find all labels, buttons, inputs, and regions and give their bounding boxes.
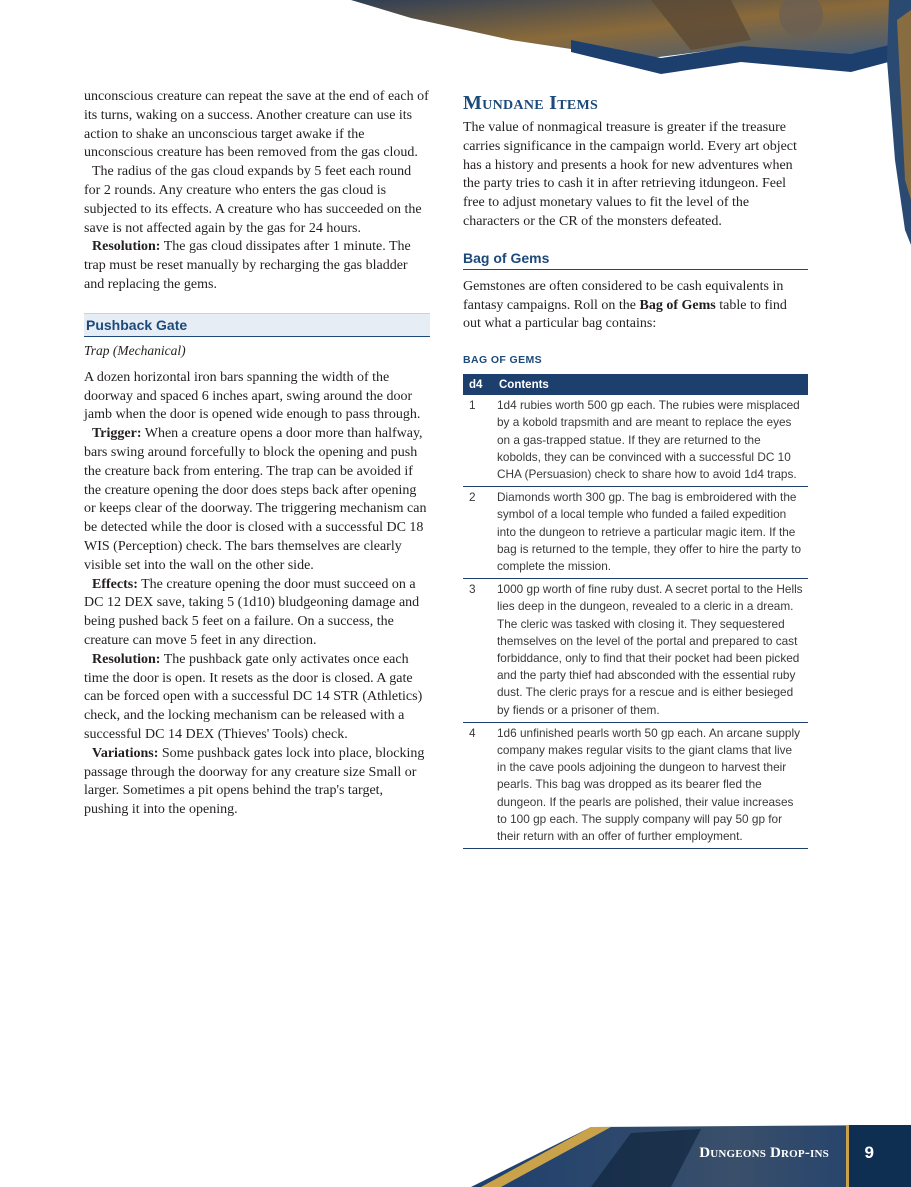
footer-title: Dungeons Drop-ins <box>699 1145 829 1161</box>
footer-artwork <box>471 1125 911 1187</box>
roll-cell: 3 <box>463 579 493 723</box>
page-number-divider <box>846 1125 849 1187</box>
table-row <box>463 487 808 579</box>
paragraph: The value of nonmagical treasure is greater if the treasure carries significance in the campaign world. Every art object has a history and presents a hook for new adventures when the party tries to cash it in after retrieving itdungeon. Feel free to adjust monetary values to fit the level of the characters or the CR of the monsters defeated. <box>463 120 797 229</box>
label: Resolution: <box>92 651 161 667</box>
resolution-paragraph <box>84 238 430 294</box>
paragraph <box>463 278 808 334</box>
label: Resolution: <box>92 239 161 255</box>
text: The pushback gate only activates once each time the door is open. It resets as the door is closed. A gate can be forced open with a successful DC 14 STR (Athletics) check, and the locking mechanism can be released with a successful DC 14 DEX (Thieves' Tools) check. <box>84 651 423 742</box>
column-header-d4: d4 <box>463 374 493 395</box>
table-header-row <box>463 374 808 395</box>
label: Effects: <box>92 576 138 592</box>
contents-cell: 1000 gp worth of fine ruby dust. A secret portal to the Hells lies deep in the dungeon, revealed to a cleric in a dream. The cleric was tasked with closing it. They sequestered themselves on the level of the portal and prepared to cast forbiddance, only to find that their pocket had been picked and the party thief had absconded with the essential ruby dust. The cleric prays for a rescue and is either besieged by fiends or a prisoner of them. <box>493 579 808 723</box>
left-column <box>84 88 430 820</box>
trap-type: Trap (Mechanical) <box>84 342 186 358</box>
side-artwork <box>861 0 911 245</box>
roll-cell: 1 <box>463 395 493 487</box>
page-number-box <box>849 1125 911 1187</box>
roll-cell: 2 <box>463 487 493 579</box>
section-heading-bag-of-gems: Bag of Gems <box>463 250 808 270</box>
text: table to find out what a particular bag contains: <box>463 297 787 332</box>
roll-cell: 4 <box>463 722 493 848</box>
resolution-paragraph <box>84 651 430 745</box>
table-row <box>463 579 808 723</box>
page-number: 9 <box>864 1143 874 1162</box>
contents-cell: 1d6 unfinished pearls worth 50 gp each. An arcane supply company makes regular visits to the giant clams that live in the cave pools adjoining the dungeon to harvest their pearls. This bag was dropped as its bearer fled the dungeon. If the pearls are polished, their value increases to 100 gp each. The supply company will pay 50 gp for their return with an offer of further employment. <box>493 722 808 848</box>
paragraph: The radius of the gas cloud expands by 5 feet each round for 2 rounds. Any creature who enters the gas cloud is subjected to its effects. A creature who has succeeded on the save is not affected again by the gas for 24 hours. <box>84 164 422 236</box>
contents-cell: 1d4 rubies worth 500 gp each. The rubies were misplaced by a kobold trapsmith and are meant to replace the eyes on a gas-trapped statue. If they are returned to the kobolds, they can be convinced with a successful DC 10 CHA (Persuasion) check to share how to avoid 1d4 traps. <box>493 395 808 487</box>
text: The gas cloud dissipates after 1 minute. The trap must be reset manually by recharging the gas bladder and replacing the gems. <box>84 239 411 292</box>
table-reference: Bag of Gems <box>639 297 716 313</box>
contents-cell: Diamonds worth 300 gp. The bag is embroidered with the symbol of a local temple who funded a failed expedition into the dungeon to retrieve a particular magic item. If the bag is returned to the temple, they offer to hire the party to complete the mission. <box>493 487 808 579</box>
table-caption: BAG OF GEMS <box>463 354 543 367</box>
trigger-paragraph <box>84 425 430 575</box>
paragraph: A dozen horizontal iron bars spanning the width of the doorway and spaced 6 inches apart, swing around the door jamb when the door is opened wide enough to pass through. <box>84 369 421 423</box>
right-column <box>463 88 808 849</box>
text: The creature opening the door must succeed on a DC 12 DEX save, taking 5 (1d10) bludgeoning damage and being pushed back 5 feet on a failure. On a success, the creature can move 5 feet in any direction. <box>84 576 420 648</box>
paragraph: unconscious creature can repeat the save at the end of each of its turns, waking on a success. Another creature can use its action to shake an unconscious target awake if the unconscious creature has been removed from the gas cloud. <box>84 89 429 161</box>
column-header-contents: Contents <box>493 374 808 395</box>
text: Gemstones are often considered to be cash equivalents in fantasy campaigns. Roll on the <box>463 278 784 313</box>
bag-of-gems-table <box>463 374 808 849</box>
label: Trigger: <box>92 426 142 442</box>
heading-mundane-items: Mundane Items <box>463 92 599 114</box>
text: Some pushback gates lock into place, blocking passage through the doorway for any creature size Small or larger. Sometimes a pit opens behind the trap's target, pushing it into the opening. <box>84 745 425 818</box>
table-row <box>463 722 808 848</box>
label: Variations: <box>92 745 159 761</box>
header-artwork <box>351 0 911 92</box>
table-row <box>463 395 808 487</box>
section-heading-pushback-gate: Pushback Gate <box>84 313 430 337</box>
effects-paragraph <box>84 576 430 651</box>
variations-paragraph <box>84 745 430 820</box>
text: When a creature opens a door more than halfway, bars swing around forcefully to block the opening and push the creature back from entering. The trap can be avoided if the creature opening the door does steps back after opening or keeps clear of the doorway. The triggering mechanism can be detected while the door is closed with a successful DC 18 WIS (Perception) check. The bars themselves are clearly visible set into the wall on the other side. <box>84 426 427 573</box>
